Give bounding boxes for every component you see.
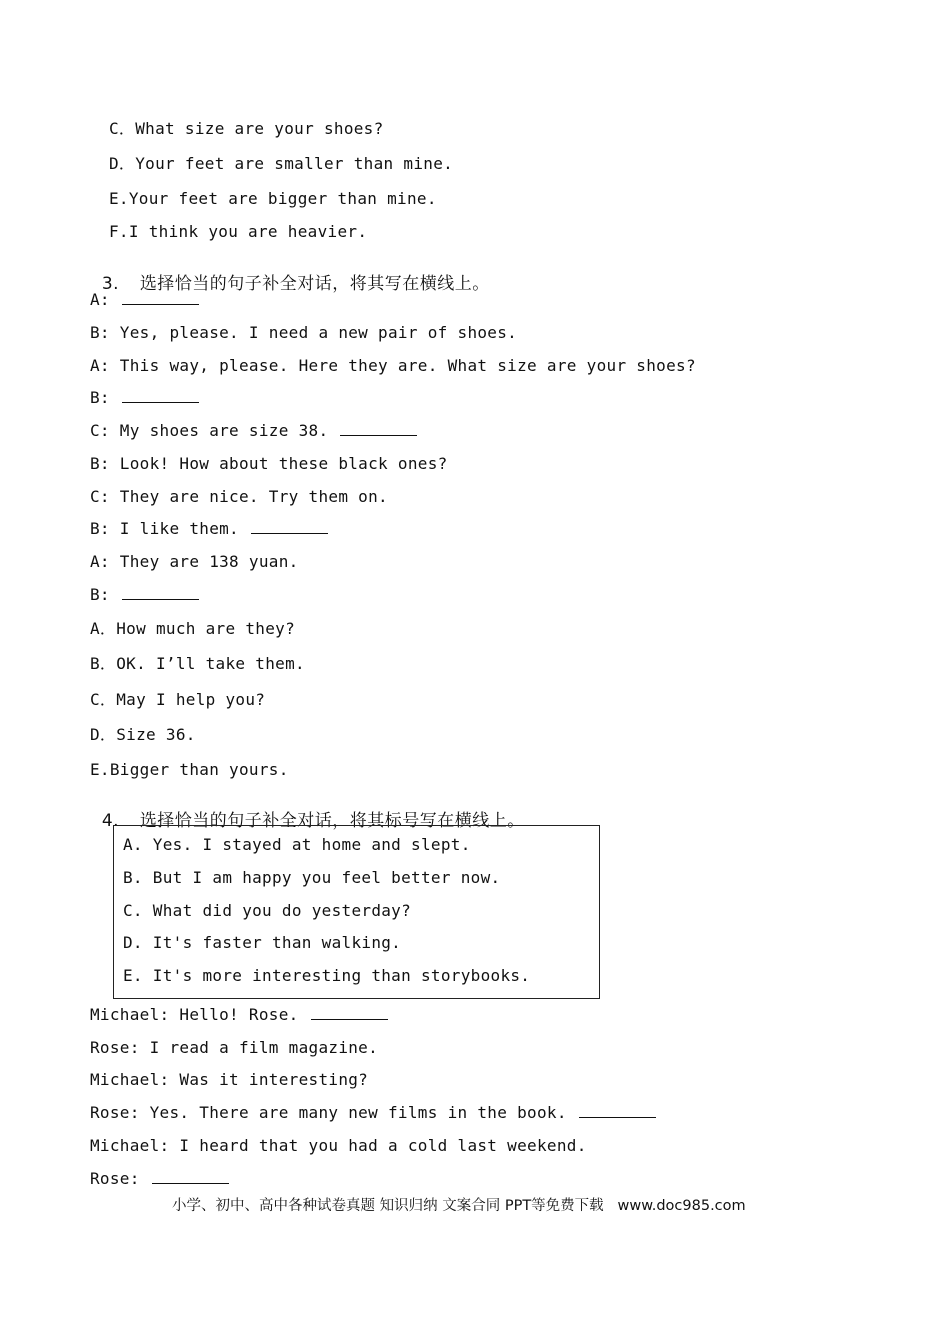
question-instruction: 选择恰当的句子补全对话，将其标号写在横线上。 [139, 811, 525, 831]
dialogue-line: A: [90, 290, 199, 310]
option-line: C．May I help you? [90, 690, 266, 709]
box-option: C. What did you do yesterday? [123, 901, 412, 920]
answer-blank[interactable] [311, 1005, 388, 1020]
answer-blank[interactable] [340, 421, 417, 436]
dialogue-line: Rose: Yes. There are many new films in the book. [90, 1103, 656, 1123]
answer-blank[interactable] [122, 388, 199, 403]
dialogue-line: Rose: [90, 1169, 229, 1189]
option-line: F.I think you are heavier. [109, 222, 368, 241]
box-option: D. It's faster than walking. [123, 933, 402, 952]
answer-blank[interactable] [152, 1169, 229, 1184]
box-option: E. It's more interesting than storybooks. [123, 966, 531, 985]
dialogue-line: A: This way, please. Here they are. What size are your shoes? [90, 356, 696, 375]
dialogue-line: Michael: Was it interesting? [90, 1070, 369, 1089]
dialogue-line: Michael: Hello! Rose. [90, 1005, 388, 1025]
option-line: C．What size are your shoes? [109, 119, 384, 138]
page-footer: 小学、初中、高中各种试卷真题 知识归纳 文案合同 PPT等免费下载 www.doc985.com [172, 1198, 746, 1214]
option-line: E.Bigger than yours. [90, 760, 289, 779]
dialogue-line: C: They are nice. Try them on. [90, 487, 388, 506]
answer-blank[interactable] [579, 1103, 656, 1118]
dialogue-line: Michael: I heard that you had a cold last weekend. [90, 1136, 587, 1155]
dialogue-line: Rose: I read a film magazine. [90, 1038, 379, 1057]
answer-blank[interactable] [122, 290, 199, 305]
dialogue-line: B: Yes, please. I need a new pair of shoes. [90, 323, 518, 342]
question-instruction: 选择恰当的句子补全对话，将其写在横线上。 [139, 274, 490, 294]
option-line: D．Your feet are smaller than mine. [109, 154, 454, 173]
option-line: D．Size 36. [90, 725, 196, 744]
dialogue-line: C: My shoes are size 38. [90, 421, 417, 441]
dialogue-line: A: They are 138 yuan. [90, 552, 299, 571]
box-option: A. Yes. I stayed at home and slept. [123, 835, 471, 854]
question-3-heading [90, 254, 490, 294]
answer-blank[interactable] [251, 519, 328, 534]
question-number: 4. [101, 811, 120, 831]
option-line: B．OK. I’ll take them. [90, 654, 305, 673]
dialogue-line: B: Look! How about these black ones? [90, 454, 448, 473]
option-line: A．How much are they? [90, 619, 296, 638]
dialogue-line: B: [90, 585, 199, 605]
question-number: 3. [101, 274, 120, 294]
dialogue-line: B: I like them. [90, 519, 328, 539]
option-line: E.Your feet are bigger than mine. [109, 189, 437, 208]
answer-blank[interactable] [122, 585, 199, 600]
dialogue-line: B: [90, 388, 199, 408]
box-option: B. But I am happy you feel better now. [123, 868, 501, 887]
